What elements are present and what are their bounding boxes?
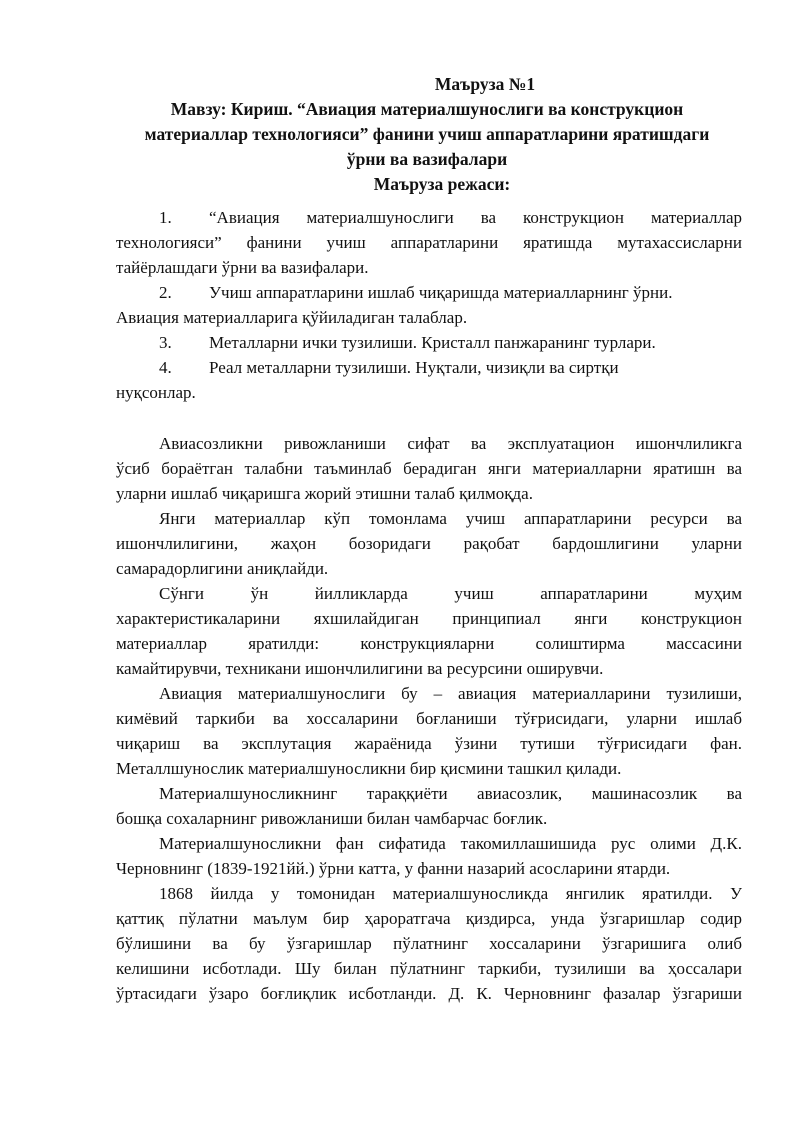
paragraph-line: кимёвий таркиби ва хоссаларини боғланиши тўғрисидаги, уларни ишлаб [116, 709, 742, 728]
lecture-heading [112, 72, 742, 197]
plan-item-text: тайёрлашдаги ўрни ва вазифалари. [116, 258, 369, 277]
plan-item-number: 2. [159, 283, 172, 302]
paragraph-line: Материалшуносликнинг тараққиёти авиасозлик, машинасозлик ва [159, 784, 742, 803]
lecture-number: Маъруза №1 [434, 74, 536, 94]
plan-item-text: Учиш аппаратларини ишлаб чиқаришда материалларнинг ўрни. [209, 283, 673, 302]
topic-line-1: Мавзу: Кириш. “Авиация материалшунослиги ва конструкцион [170, 99, 684, 119]
paragraph-6 [116, 831, 742, 881]
plan-item-text: Реал металларни тузилиши. Нуқтали, чизиқли ва сиртқи [209, 358, 619, 377]
paragraph-line: уларни ишлаб чиқаришга жорий этишни талаб қилмоқда. [116, 484, 533, 503]
plan-list [116, 205, 742, 405]
paragraph-line: Янги материаллар кўп томонлама учиш аппаратларини ресурси ва [159, 509, 742, 528]
paragraph-line: камайтирувчи, техникани ишончлилигини ва ресурсини оширувчи. [116, 659, 604, 678]
paragraph-line: ишончлилигини, жаҳон бозоридаги рақобат бардошлигини уларни [116, 534, 742, 553]
plan-item-text: технологияси” фанини учиш аппаратларини яратишда мутахассисларни [116, 233, 742, 252]
plan-item-text: нуқсонлар. [116, 383, 196, 402]
plan-item-text: Авиация материалларига қўйиладиган талаблар. [116, 308, 468, 327]
paragraph-3 [116, 581, 742, 681]
plan-item-3 [116, 330, 742, 355]
paragraph-line: келишини исботлади. Шу билан пўлатнинг таркиби, тузилиши ва ҳоссалари [116, 959, 742, 978]
plan-title: Маъруза режаси: [373, 174, 511, 194]
paragraph-line: ўртасидаги ўзаро боғлиқлик исботланди. Д. К. Черновнинг фазалар ўзгариши [116, 984, 742, 1003]
paragraph-line: самарадорлигини аниқлайди. [116, 559, 329, 578]
paragraph-line: материаллар яратилди: конструкцияларни солиштирма массасини [116, 634, 742, 653]
plan-item-1 [116, 205, 742, 280]
paragraph-line: Материалшуносликни фан сифатида такомиллашишида рус олими Д.К. [159, 834, 742, 853]
paragraph-line: Авиация материалшунослиги бу – авиация материалларини тузилиши, [159, 684, 742, 703]
paragraph-line: 1868 йилда у томонидан материалшуносликда янгилик яратилди. У [159, 884, 742, 903]
paragraph-2 [116, 506, 742, 581]
paragraph-line: Черновнинг (1839-1921йй.) ўрни катта, у фанни назарий асосларини ятарди. [116, 859, 671, 878]
paragraph-line: қаттиқ пўлатни маълум бир ҳароратгача қиздирса, унда ўзгаришлар содир [116, 909, 742, 928]
paragraph-5 [116, 781, 742, 831]
paragraph-line: Авиасозликни ривожланиши сифат ва эксплуатацион ишончлиликга [159, 434, 742, 453]
spacer [116, 405, 742, 431]
plan-item-4 [116, 355, 742, 405]
plan-item-2 [116, 280, 742, 330]
plan-item-number: 3. [159, 333, 172, 352]
paragraph-line: ўсиб бораётган талабни таъминлаб берадиган янги материалларни яратишн ва [116, 459, 742, 478]
topic-line-3: ўрни ва вазифалари [346, 149, 508, 169]
plan-item-number: 4. [159, 358, 172, 377]
topic-line-2: материаллар технологияси” фанини учиш аппаратларини яратишдаги [144, 124, 710, 144]
plan-item-number: 1. [159, 208, 172, 227]
paragraph-7 [116, 881, 742, 1006]
plan-item-text: Металларни ички тузилиши. Кристалл панжаранинг турлари. [209, 333, 656, 352]
paragraph-4 [116, 681, 742, 781]
plan-item-text: “Авиация материалшунослиги ва конструкцион материаллар [209, 208, 742, 227]
paragraph-line: Металлшунослик материалшуносликни бир қисмини ташкил қилади. [116, 759, 622, 778]
body-text [116, 431, 742, 1006]
paragraph-1 [116, 431, 742, 506]
paragraph-line: чиқариш ва эксплутация жараёнида ўзини тутиши тўғрисидаги фан. [116, 734, 742, 753]
paragraph-line: бўлишини ва бу ўзгаришлар пўлатнинг хоссаларини ўзгаришига олиб [116, 934, 742, 953]
paragraph-line: Сўнги ўн йилликларда учиш аппаратларини муҳим [159, 584, 742, 603]
paragraph-line: характеристикаларини яхшилайдиган принципиал янги конструкцион [116, 609, 742, 628]
paragraph-line: бошқа сохаларнинг ривожланиши билан чамбарчас боғлик. [116, 809, 548, 828]
